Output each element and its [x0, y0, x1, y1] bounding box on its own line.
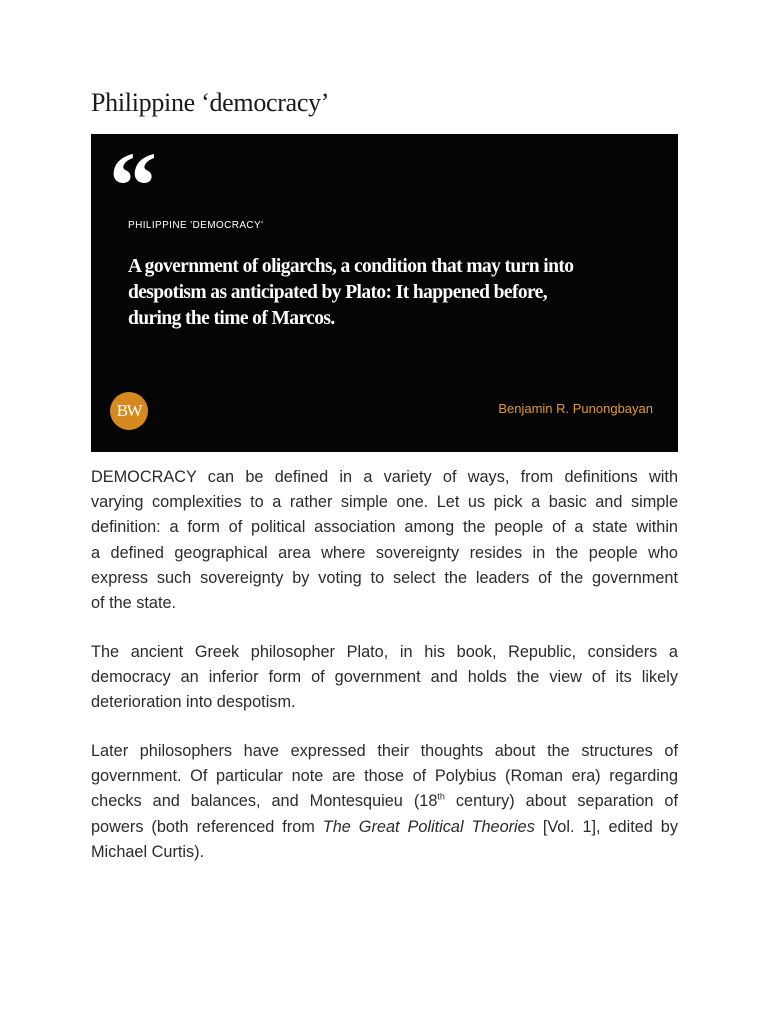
paragraph-line: of the state. — [91, 594, 177, 613]
paragraph-line: Later philosophers have expressed their thoughts about the structures of — [91, 742, 678, 760]
quote-card-text — [128, 254, 628, 332]
paragraph-plato — [91, 640, 678, 716]
quote-line: A government of oligarchs, a condition that may turn into — [128, 256, 574, 277]
paragraph-line: Michael Curtis). — [91, 842, 205, 861]
paragraph-line: government. Of particular note are those of Polybius (Roman era) regarding — [91, 767, 678, 786]
paragraph-line — [91, 789, 678, 814]
quote-line: during the time of Marcos. — [128, 308, 335, 329]
paragraph-line: democracy an inferior form of government and holds the view of its likely — [91, 668, 678, 687]
page-title: Philippine ‘democracy’ — [91, 88, 330, 117]
paragraph-line — [91, 815, 678, 840]
paragraph-line: varying complexities to a rather simple one. Let us pick a basic and simple — [91, 493, 678, 512]
text-run: powers (both referenced from — [91, 817, 323, 836]
text-run: [Vol. 1], edited by — [534, 817, 679, 836]
paragraph-democracy-definition — [91, 465, 678, 616]
ordinal-suffix: th — [437, 791, 445, 802]
bw-logo: BW — [110, 392, 148, 430]
quote-mark-icon: “ — [109, 134, 157, 239]
quote-card-kicker: PHILIPPINE 'DEMOCRACY' — [128, 220, 264, 231]
paragraph-line: a defined geographical area where sovereignty resides in the people who — [91, 543, 678, 562]
text-run: century) about separation of — [444, 792, 678, 811]
paragraph-line: definition: a form of political association among the people of a state within — [91, 518, 678, 537]
paragraph-line: deterioration into despotism. — [91, 693, 296, 712]
quote-card-author: Benjamin R. Punongbayan — [498, 401, 653, 416]
paragraph-line: DEMOCRACY can be defined in a variety of ways, from definitions with — [91, 468, 678, 486]
quote-card-image — [91, 134, 678, 452]
paragraph-line: The ancient Greek philosopher Plato, in his book, Republic, considers a — [91, 643, 678, 661]
text-run: checks and balances, and Montesquieu (18 — [91, 792, 438, 811]
book-title: The Great Political Theories — [322, 817, 535, 836]
paragraph-later-philosophers — [91, 739, 678, 865]
paragraph-line: express such sovereignty by voting to select the leaders of the government — [91, 568, 678, 587]
quote-line: despotism as anticipated by Plato: It happened before, — [128, 282, 548, 303]
